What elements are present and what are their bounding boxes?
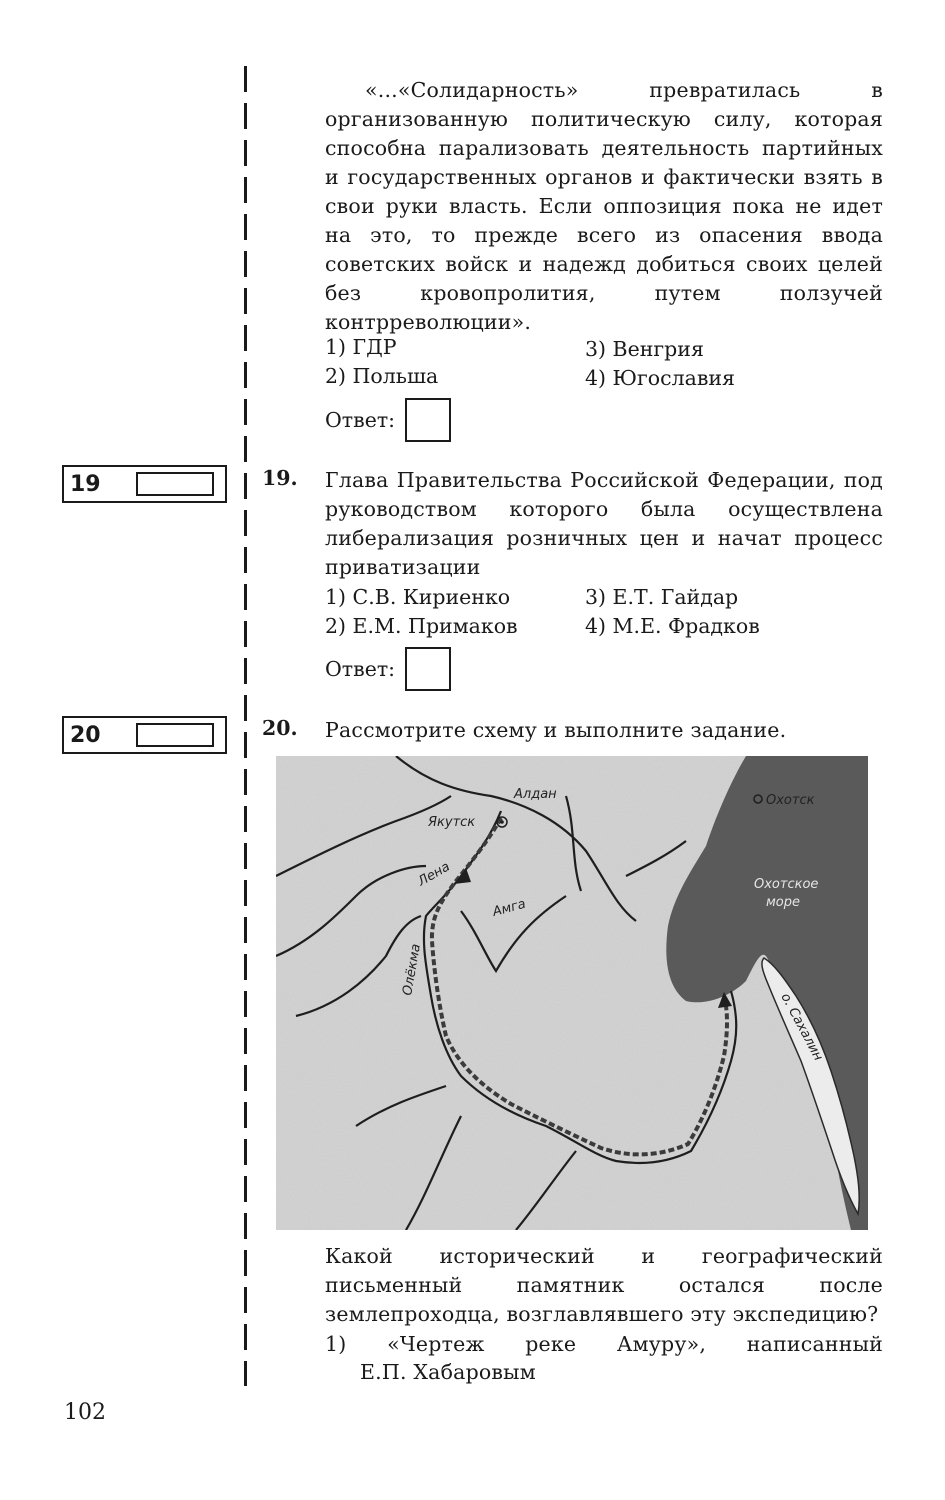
q18-option-1[interactable]: 1) ГДР	[325, 335, 397, 359]
q19-number: 19.	[262, 466, 298, 490]
q20-option-1-line2[interactable]: Е.П. Хабаровым	[360, 1360, 536, 1384]
label-lena: Лена	[415, 859, 453, 890]
q19-option-3[interactable]: 3) Е.Т. Гайдар	[585, 585, 739, 609]
label-sea-line1: Охотское	[754, 877, 819, 892]
margin-dashed-line	[244, 66, 247, 1386]
label-olekma: Олёкма	[400, 942, 424, 997]
q19-option-4[interactable]: 4) М.Е. Фрадков	[585, 614, 760, 638]
q18-quote: «...«Солидарность» превратилась в организованную политическую силу, которая способна парализовать деятельность партийных и государственных органов и фактически взять в свои руки власть. Если оппозиция пока не идет на это, то прежде всего из опасения ввода советских войск и надежд добиться своих целей без кровопролития, путем ползучей контрреволюции».	[325, 78, 883, 334]
label-aldan: Алдан	[514, 787, 557, 802]
q19-text: Глава Правительства Российской Федерации, под руководством которого была осуществлена либерализация розничных цен и начат процесс приватизации	[325, 468, 883, 579]
label-sakhalin: о. Сахалин	[777, 990, 826, 1064]
q19-answer-label: Ответ:	[325, 657, 396, 681]
q19-option-1[interactable]: 1) С.В. Кириенко	[325, 585, 511, 609]
q18-option-2[interactable]: 2) Польша	[325, 364, 439, 388]
page-number: 102	[64, 1400, 106, 1425]
q20-side-box	[62, 716, 227, 754]
q20-text: Рассмотрите схему и выполните задание.	[325, 718, 787, 742]
q20-side-answer-field[interactable]	[136, 723, 214, 747]
q19-side-number: 19	[70, 471, 101, 497]
q18-option-3[interactable]: 3) Венгрия	[585, 337, 704, 361]
q19-side-answer-field[interactable]	[136, 472, 214, 496]
expedition-map	[276, 756, 868, 1230]
label-okhotsk: Охотск	[766, 793, 815, 808]
q18-answer-box[interactable]	[405, 398, 451, 442]
q20-option-1-line1[interactable]: 1) «Чертеж реке Амуру», написанный	[325, 1332, 883, 1356]
q20-number: 20.	[262, 716, 298, 740]
q18-answer-label: Ответ:	[325, 408, 396, 432]
yakutsk-marker-dot	[500, 820, 504, 824]
q19-option-2[interactable]: 2) Е.М. Примаков	[325, 614, 518, 638]
q19-side-box	[62, 465, 227, 503]
q20-question: Какой исторический и географический письменный памятник остался после землепроходца, возглавлявшего эту экспедицию?	[325, 1244, 883, 1326]
label-yakutsk: Якутск	[428, 815, 476, 830]
q19-answer	[325, 647, 451, 691]
q18-answer	[325, 398, 451, 442]
q18-option-4[interactable]: 4) Югославия	[585, 366, 735, 390]
q19-answer-box[interactable]	[405, 647, 451, 691]
q20-side-number: 20	[70, 722, 101, 748]
label-sea-line2: море	[766, 895, 801, 910]
label-amga: Амга	[491, 896, 528, 920]
